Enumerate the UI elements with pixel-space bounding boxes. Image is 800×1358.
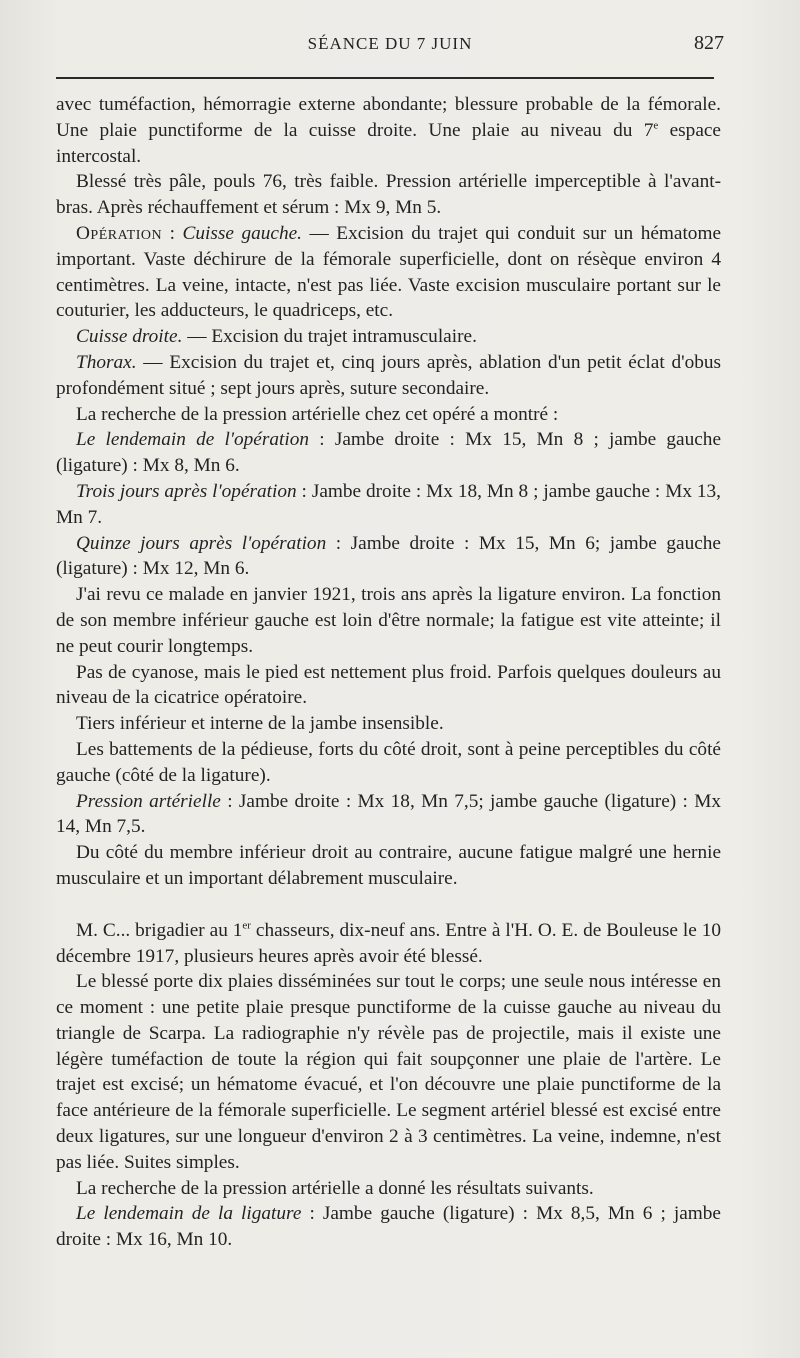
paragraph-1-end: espace intercostal. [56,119,721,167]
paragraph-text: : Jambe droite : Mx 15, Mn 8 ; jambe gauche (ligature) : Mx 8, Mn 6. [56,429,721,477]
paragraph-pedieuse: Les battements de la pédieuse, forts du côté droit, sont à peine perceptibles du côté gauche (côté de la ligature). [56,738,721,786]
paragraph-ligature-next-day [56,1201,721,1253]
paragraph-wounds: Le blessé porte dix plaies disséminées sur tout le corps; une seule nous intéresse en ce moment : une petite plaie presque punctiforme de la cuisse gauche au niveau du triangle de Scarpa. La radiographie n'y révèle pas de projectile, mais il existe une légère tuméfaction de toute la région qui fait soupçonner une plaie de l'artère. Le trajet est excisé; un hématome évacué, et l'on découvre une plaie punctiforme de la face antérieure de la fémorale superficielle. Le segment artériel blessé est excisé entre deux ligatures, sur une longueur d'environ 2 à 3 centimètres. La veine, indemne, n'est pas liée. Suites simples. [56,971,721,1173]
paragraph-pressure-three-days [56,479,721,531]
paragraph-text: — Excision du trajet intramusculaire. [182,326,477,348]
italic-heading: Le lendemain de l'opération [76,429,309,451]
running-head: SÉANCE DU 7 JUIN [307,34,473,53]
paragraph-pressure-intro: La recherche de la pression artérielle chez cet opéré a montré : [76,403,559,425]
italic-heading: Pression artérielle [76,790,221,812]
paragraph-pressure-fifteen-days [56,531,721,583]
paragraph-results-intro: La recherche de la pression artérielle a donné les résultats suivants. [76,1177,594,1199]
paragraph-text: chasseurs, dix-neuf ans. Entre à l'H. O. E. de Bouleuse le 10 décembre 1917, plusieurs heures après avoir été blessé. [56,919,721,967]
paragraph-text: : Jambe gauche (ligature) : Mx 8,5, Mn 6 ; jambe droite : Mx 16, Mn 10. [56,1203,721,1251]
paragraph-case-mc [56,918,721,970]
paragraph-cyanose: Pas de cyanose, mais le pied est nettement plus froid. Parfois quelques douleurs au niveau de la cicatrice opératoire. [56,661,721,709]
body-text [56,92,721,1253]
paragraph-text: : Jambe droite : Mx 15, Mn 6; jambe gauche (ligature) : Mx 12, Mn 6. [56,532,721,580]
paragraph-text: : Jambe droite : Mx 18, Mn 8 ; jambe gauche : Mx 13, Mn 7. [56,480,721,528]
paragraph-membre-droit: Du côté du membre inférieur droit au contraire, aucune fatigue malgré une hernie musculaire et un important délabrement musculaire. [56,842,721,889]
operation-separator: : [162,222,183,244]
superscript: er [242,919,251,932]
paragraph-insensible: Tiers inférieur et interne de la jambe insensible. [76,713,444,735]
paragraph-text: : Jambe droite : Mx 18, Mn 7,5; jambe gauche (ligature) : Mx 14, Mn 7,5. [56,790,721,838]
italic-heading: Trois jours après l'opération [76,480,297,502]
italic-heading: Cuisse droite. [76,326,183,348]
operation-site: Cuisse gauche. [182,222,302,244]
page-number: 827 [694,32,724,54]
operation-label: Opération [76,222,163,244]
paragraph-thorax [56,350,721,402]
paragraph-pressure-next-day [56,427,721,479]
paragraph-operation [56,221,721,324]
operation-text: — Excision du trajet qui conduit sur un hématome important. Vaste déchirure de la fémorale superficielle, dont on résèque environ 4 centimètres. La veine, intacte, n'est pas liée. Vaste excision musculaire portant sur le couturier, les adducteurs, le quadriceps, etc. [56,222,721,322]
paragraph-1 [56,92,721,169]
paragraph-text: — Excision du trajet et, cinq jours après, ablation d'un petit éclat d'obus profondément situé ; sept jours après, suture secondaire. [56,351,721,399]
italic-heading: Le lendemain de la ligature [76,1203,302,1225]
paragraph-1-text: avec tuméfaction, hémorragie externe abondante; blessure probable de la fémorale. Une plaie punctiforme de la cuisse droite. Une plaie au niveau du 7 [56,94,721,141]
paragraph-text: M. C... brigadier au 1 [76,919,243,941]
paragraph-cuisse-droite [56,324,721,350]
paragraph-pression-arterielle [56,789,721,841]
page-header [56,30,724,62]
superscript: e [653,119,659,132]
header-rule [56,77,714,79]
italic-heading: Thorax. [76,351,137,373]
paragraph-followup: J'ai revu ce malade en janvier 1921, trois ans après la ligature environ. La fonction de son membre inférieur gauche est loin d'être normale; la fatigue est vite atteinte; il ne peut courir longtemps. [56,584,721,657]
paragraph-2: Blessé très pâle, pouls 76, très faible. Pression artérielle imperceptible à l'avant-bras. Après réchauffement et sérum : Mx 9, Mn 5. [56,171,721,219]
italic-heading: Quinze jours après l'opération [76,532,327,554]
